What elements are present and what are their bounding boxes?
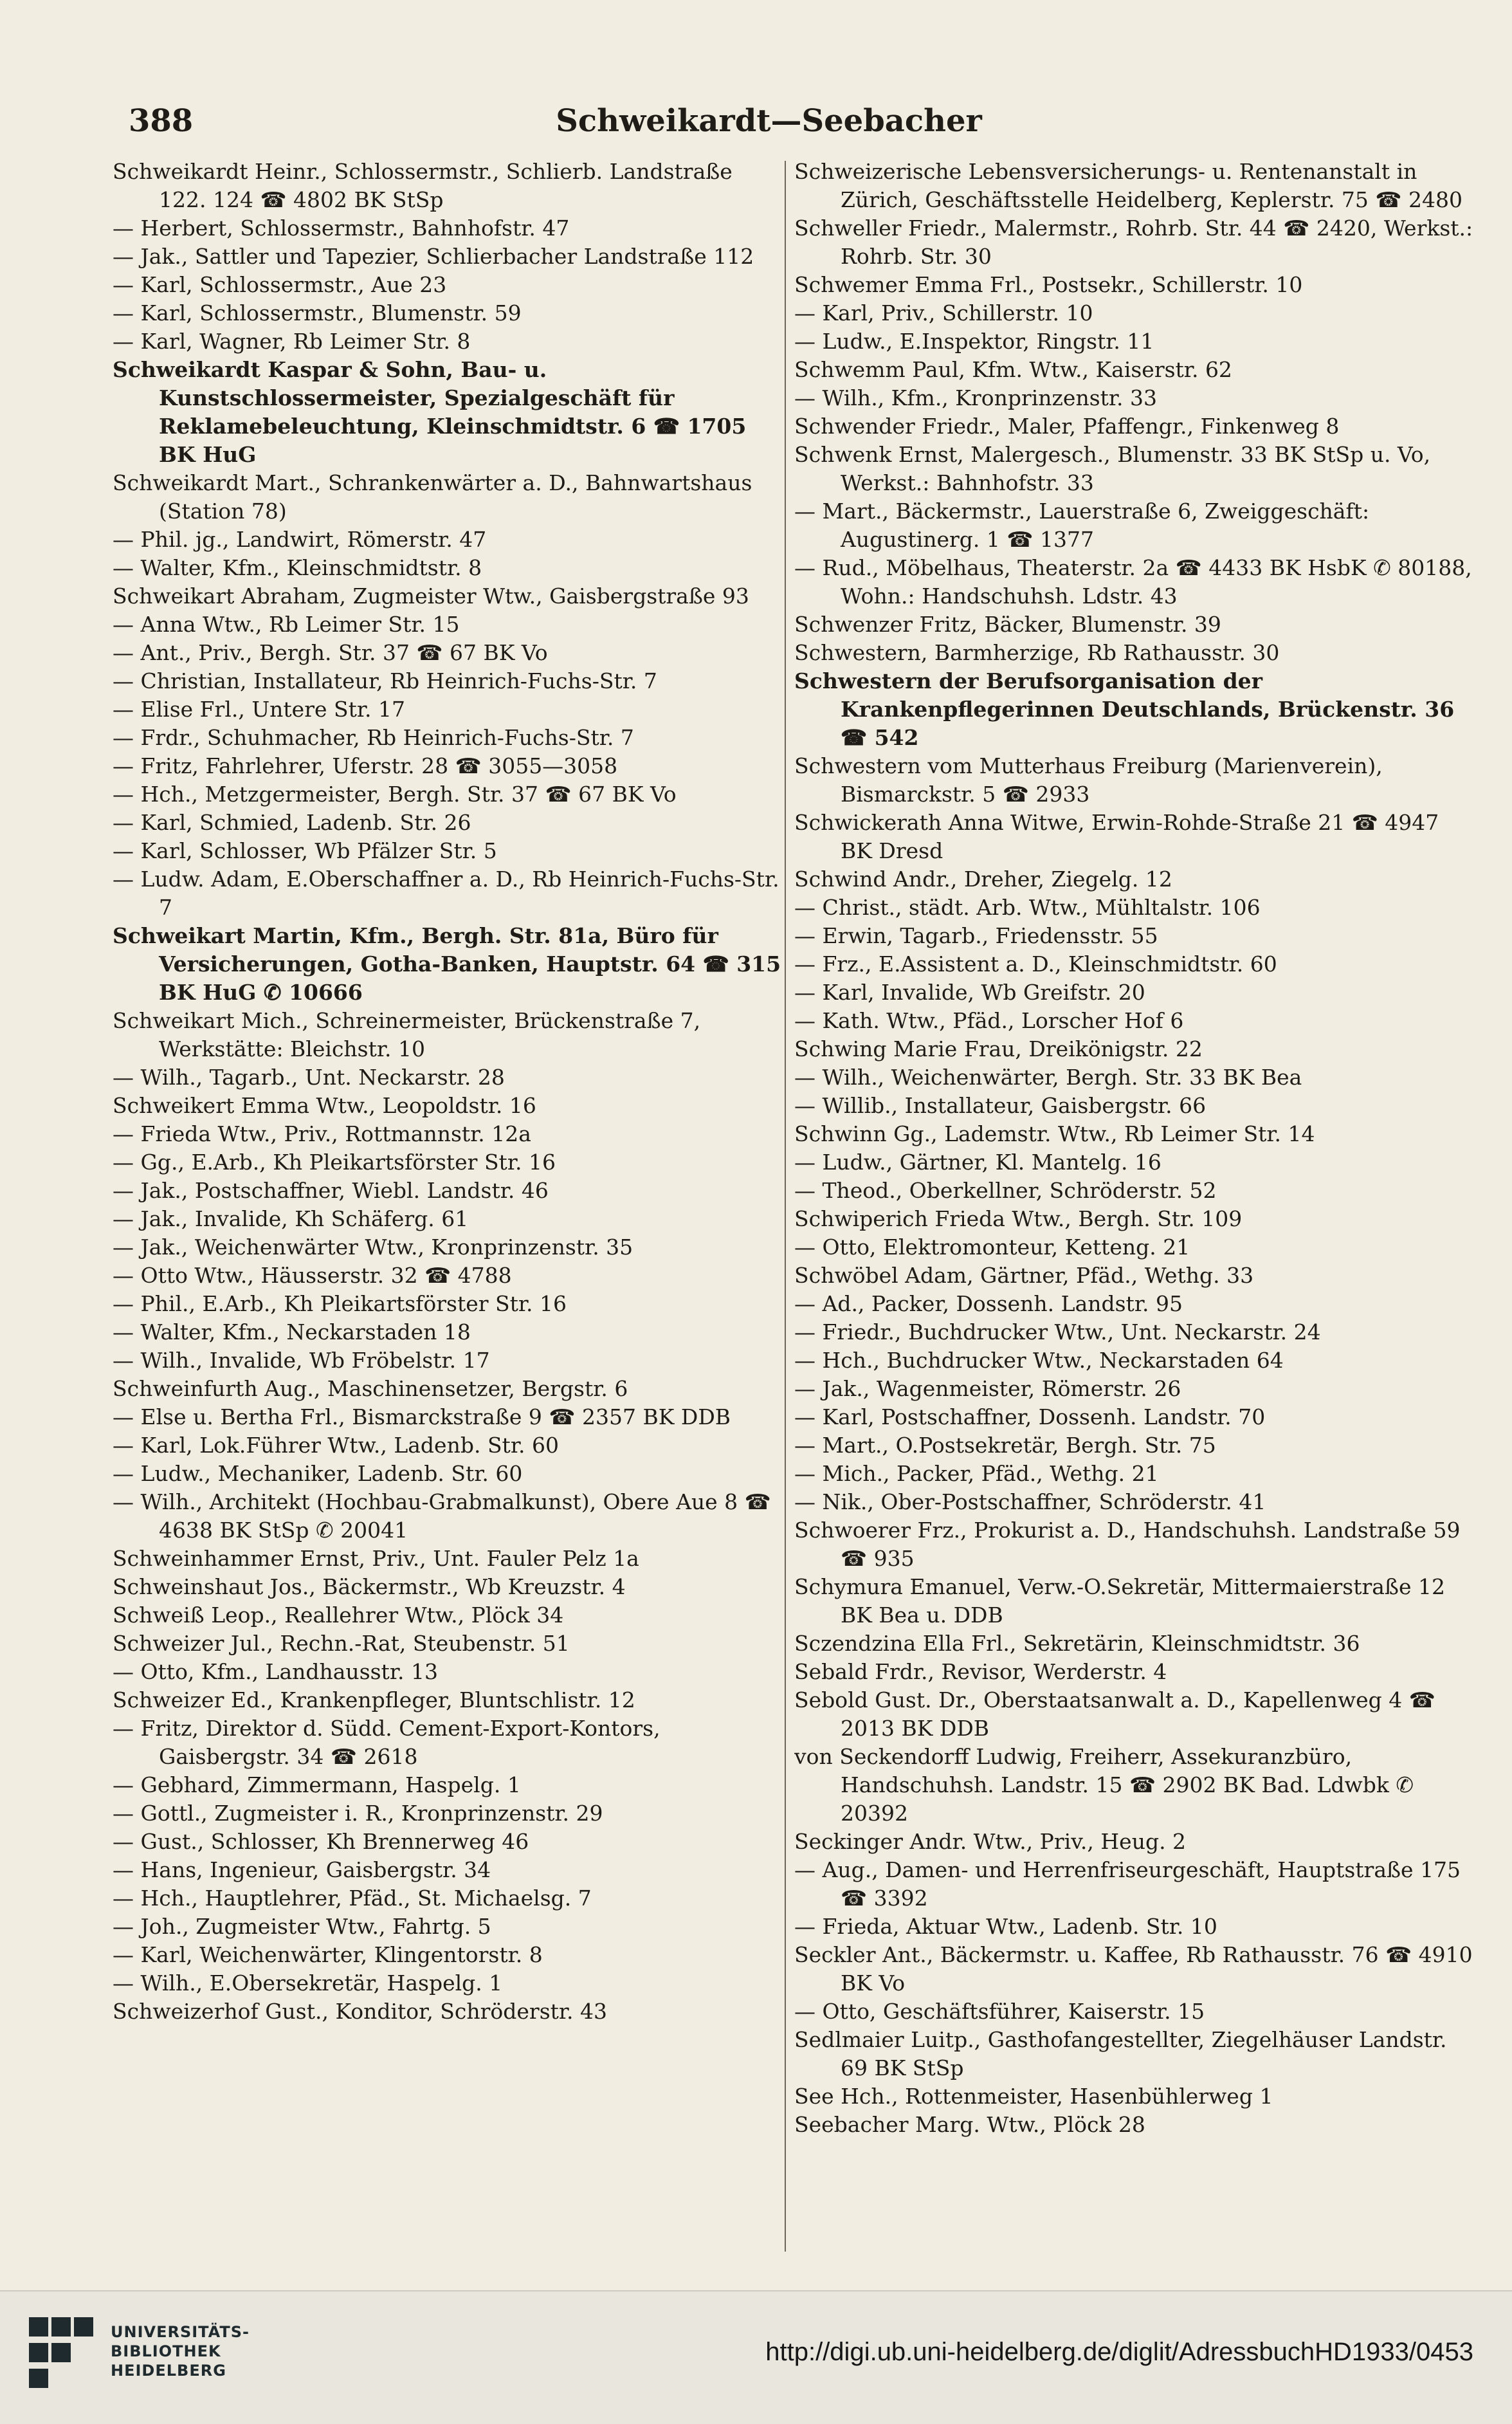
directory-entry: — Otto, Geschäftsführer, Kaiserstr. 15 (794, 1999, 1205, 2024)
directory-entry: von Seckendorff Ludwig, Freiherr, Assekuranzbüro, Handschuhsh. Landstr. 15 ☎ 2902 BK Bad. Ldwbk ✆ 20392 (794, 1744, 1414, 1826)
directory-entry: Schweikart Mich., Schreinermeister, Brückenstraße 7, Werkstätte: Bleichstr. 10 (113, 1008, 701, 1061)
directory-entry: — Kath. Wtw., Pfäd., Lorscher Hof 6 (794, 1008, 1184, 1033)
directory-entry: — Hch., Metzgermeister, Bergh. Str. 37 ☎ 67 BK Vo (113, 782, 677, 807)
directory-entry: — Ludw. Adam, E.Oberschaffner a. D., Rb Heinrich-Fuchs-Str. 7 (113, 867, 779, 920)
directory-entry: — Jak., Sattler und Tapezier, Schlierbacher Landstraße 112 (113, 244, 754, 269)
directory-entry: — Wilh., E.Obersekretär, Haspelg. 1 (113, 1970, 503, 1996)
directory-entry: — Mich., Packer, Pfäd., Wethg. 21 (794, 1461, 1159, 1486)
directory-entry: — Ludw., Gärtner, Kl. Mantelg. 16 (794, 1150, 1161, 1175)
directory-entry: Schweikardt Mart., Schrankenwärter a. D., Bahnwartshaus (Station 78) (113, 470, 752, 524)
directory-entry: Schwöbel Adam, Gärtner, Pfäd., Wethg. 33 (794, 1263, 1254, 1288)
directory-entry: Schweinfurth Aug., Maschinensetzer, Bergstr. 6 (113, 1376, 628, 1401)
directory-entry: — Ant., Priv., Bergh. Str. 37 ☎ 67 BK Vo (113, 640, 548, 665)
directory-entry: Schweiß Leop., Reallehrer Wtw., Plöck 34 (113, 1602, 564, 1628)
directory-entry: — Otto, Elektromonteur, Ketteng. 21 (794, 1235, 1190, 1260)
directory-entry: — Gg., E.Arb., Kh Pleikartsförster Str. 16 (113, 1150, 556, 1175)
directory-entry: — Theod., Oberkellner, Schröderstr. 52 (794, 1178, 1217, 1203)
column-divider (785, 161, 786, 2252)
directory-entry: — Frdr., Schuhmacher, Rb Heinrich-Fuchs-Str. 7 (113, 725, 634, 750)
source-url-link[interactable]: http://digi.ub.uni-heidelberg.de/diglit/AdressbuchHD1933/0453 (765, 2338, 1473, 2366)
directory-entry: Schweller Friedr., Malermstr., Rohrb. Str. 44 ☎ 2420, Werkst.: Rohrb. Str. 30 (794, 216, 1473, 269)
directory-entry: — Ad., Packer, Dossenh. Landstr. 95 (794, 1291, 1183, 1316)
directory-entry: — Joh., Zugmeister Wtw., Fahrtg. 5 (113, 1914, 491, 1939)
directory-entry: — Jak., Wagenmeister, Römerstr. 26 (794, 1376, 1181, 1401)
directory-entry: — Friedr., Buchdrucker Wtw., Unt. Neckarstr. 24 (794, 1319, 1321, 1345)
directory-entry: — Karl, Schlosser, Wb Pfälzer Str. 5 (113, 838, 497, 863)
directory-entry: — Christ., städt. Arb. Wtw., Mühltalstr. 106 (794, 895, 1261, 920)
directory-entry: — Karl, Lok.Führer Wtw., Ladenb. Str. 60 (113, 1433, 559, 1458)
directory-entry: — Karl, Weichenwärter, Klingentorstr. 8 (113, 1942, 543, 1967)
directory-entry: Schweizer Jul., Rechn.-Rat, Steubenstr. 51 (113, 1631, 570, 1656)
directory-entry: — Gottl., Zugmeister i. R., Kronprinzenstr. 29 (113, 1801, 603, 1826)
directory-entry: — Ludw., Mechaniker, Ladenb. Str. 60 (113, 1461, 523, 1486)
directory-entry: Seckler Ant., Bäckermstr. u. Kaffee, Rb Rathausstr. 76 ☎ 4910 BK Vo (794, 1942, 1473, 1996)
directory-entry: Schwinn Gg., Lademstr. Wtw., Rb Leimer Str. 14 (794, 1121, 1315, 1146)
directory-entry: — Frieda Wtw., Priv., Rottmannstr. 12a (113, 1121, 531, 1146)
directory-entry: — Gust., Schlosser, Kh Brennerweg 46 (113, 1829, 529, 1854)
directory-entry: — Phil., E.Arb., Kh Pleikartsförster Str. 16 (113, 1291, 567, 1316)
directory-entry: — Herbert, Schlossermstr., Bahnhofstr. 47 (113, 216, 570, 241)
left-column (113, 158, 785, 2255)
directory-entry: Schwoerer Frz., Prokurist a. D., Handschuhsh. Landstraße 59 ☎ 935 (794, 1518, 1461, 1571)
directory-entry: — Jak., Invalide, Kh Schäferg. 61 (113, 1206, 469, 1231)
directory-entry: — Erwin, Tagarb., Friedensstr. 55 (794, 923, 1158, 948)
directory-entry: Schwenzer Fritz, Bäcker, Blumenstr. 39 (794, 612, 1221, 637)
directory-entry: — Ludw., E.Inspektor, Ringstr. 11 (794, 329, 1154, 354)
library-name-line: HEIDELBERG (111, 2362, 226, 2380)
directory-entry: Schwenk Ernst, Malergesch., Blumenstr. 33 BK StSp u. Vo, Werkst.: Bahnhofstr. 33 (794, 442, 1431, 495)
directory-entry: Sedlmaier Luitp., Gasthofangestellter, Ziegelhäuser Landstr. 69 BK StSp (794, 2027, 1447, 2080)
directory-entry: — Karl, Invalide, Wb Greifstr. 20 (794, 980, 1145, 1005)
directory-entry: — Wilh., Kfm., Kronprinzenstr. 33 (794, 385, 1158, 410)
directory-entry: Schwestern, Barmherzige, Rb Rathausstr. 30 (794, 640, 1280, 665)
directory-entry: Schweizerische Lebensversicherungs- u. Rentenanstalt in Zürich, Geschäftsstelle Heidelberg, Keplerstr. 75 ☎ 2480 (794, 159, 1462, 212)
running-title: Schweikardt—Seebacher (556, 103, 982, 139)
directory-entry: Seebacher Marg. Wtw., Plöck 28 (794, 2112, 1145, 2137)
directory-entry: Schwiperich Frieda Wtw., Bergh. Str. 109 (794, 1206, 1243, 1231)
directory-entry: — Gebhard, Zimmermann, Haspelg. 1 (113, 1772, 521, 1797)
directory-entry: Schweikart Martin, Kfm., Bergh. Str. 81a, Büro für Versicherungen, Gotha-Banken, Hauptstr. 64 ☎ 315 BK HuG ✆ 10666 (113, 923, 781, 1005)
directory-entry: Schweikardt Heinr., Schlossermstr., Schlierb. Landstraße 122. 124 ☎ 4802 BK StSp (113, 159, 733, 212)
directory-entry: — Jak., Postschaffner, Wiebl. Landstr. 46 (113, 1178, 549, 1203)
directory-entry: — Frz., E.Assistent a. D., Kleinschmidtstr. 60 (794, 951, 1277, 977)
directory-entry: Schweikert Emma Wtw., Leopoldstr. 16 (113, 1093, 536, 1118)
directory-entry: — Karl, Priv., Schillerstr. 10 (794, 300, 1093, 326)
directory-entry: — Wilh., Architekt (Hochbau-Grabmalkunst), Obere Aue 8 ☎ 4638 BK StSp ✆ 20041 (113, 1489, 771, 1543)
directory-entry: — Otto Wtw., Häusserstr. 32 ☎ 4788 (113, 1263, 512, 1288)
directory-entry: — Hch., Hauptlehrer, Pfäd., St. Michaelsg. 7 (113, 1886, 592, 1911)
digitization-footer (0, 2290, 1512, 2424)
directory-entry: Schymura Emanuel, Verw.-O.Sekretär, Mittermaierstraße 12 BK Bea u. DDB (794, 1574, 1445, 1628)
directory-entry: — Mart., Bäckermstr., Lauerstraße 6, Zweiggeschäft: Augustinerg. 1 ☎ 1377 (794, 499, 1370, 552)
right-column (794, 158, 1476, 2255)
directory-entry: Schweinhammer Ernst, Priv., Unt. Fauler Pelz 1a (113, 1546, 639, 1571)
library-name-line: BIBLIOTHEK (111, 2342, 221, 2360)
directory-entry: Schwickerath Anna Witwe, Erwin-Rohde-Straße 21 ☎ 4947 BK Dresd (794, 810, 1439, 863)
directory-entry: Schwing Marie Frau, Dreikönigstr. 22 (794, 1036, 1203, 1061)
directory-entry: — Elise Frl., Untere Str. 17 (113, 697, 405, 722)
library-name (111, 2322, 250, 2380)
directory-entry: — Frieda, Aktuar Wtw., Ladenb. Str. 10 (794, 1914, 1217, 1939)
directory-entry: — Wilh., Invalide, Wb Fröbelstr. 17 (113, 1348, 490, 1373)
directory-entry: — Nik., Ober-Postschaffner, Schröderstr. 41 (794, 1489, 1266, 1514)
directory-entry: — Hch., Buchdrucker Wtw., Neckarstaden 64 (794, 1348, 1284, 1373)
directory-entry: — Wilh., Weichenwärter, Bergh. Str. 33 BK Bea (794, 1065, 1302, 1090)
directory-entry: — Otto, Kfm., Landhausstr. 13 (113, 1659, 438, 1684)
directory-entry: — Jak., Weichenwärter Wtw., Kronprinzenstr. 35 (113, 1235, 633, 1260)
directory-entry: — Karl, Postschaffner, Dossenh. Landstr. 70 (794, 1404, 1266, 1429)
directory-entry: — Hans, Ingenieur, Gaisbergstr. 34 (113, 1857, 491, 1882)
directory-entry: Schwemm Paul, Kfm. Wtw., Kaiserstr. 62 (794, 357, 1232, 382)
page-header (129, 96, 1409, 148)
directory-entry: Schweikardt Kaspar & Sohn, Bau- u. Kunstschlossermeister, Spezialgeschäft für Reklamebeleuchtung, Kleinschmidtstr. 6 ☎ 1705 BK HuG (113, 357, 747, 467)
directory-entry: — Karl, Schlossermstr., Aue 23 (113, 272, 447, 297)
page-number: 388 (129, 103, 194, 139)
library-logo-icon (26, 2314, 96, 2391)
directory-entry: Schwender Friedr., Maler, Pfaffengr., Finkenweg 8 (794, 414, 1340, 439)
directory-entry: — Karl, Schlossermstr., Blumenstr. 59 (113, 300, 522, 326)
library-name-line: UNIVERSITÄTS- (111, 2323, 250, 2341)
directory-entry: Sebold Gust. Dr., Oberstaatsanwalt a. D., Kapellenweg 4 ☎ 2013 BK DDB (794, 1687, 1435, 1741)
directory-entry: — Wilh., Tagarb., Unt. Neckarstr. 28 (113, 1065, 505, 1090)
directory-entry: — Anna Wtw., Rb Leimer Str. 15 (113, 612, 460, 637)
directory-entry: Schwestern vom Mutterhaus Freiburg (Marienverein), Bismarckstr. 5 ☎ 2933 (794, 753, 1383, 807)
directory-entry: — Willib., Installateur, Gaisbergstr. 66 (794, 1093, 1207, 1118)
directory-entry: Schweinshaut Jos., Bäckermstr., Wb Kreuzstr. 4 (113, 1574, 626, 1599)
directory-entry: — Karl, Schmied, Ladenb. Str. 26 (113, 810, 471, 835)
directory-entry: — Phil. jg., Landwirt, Römerstr. 47 (113, 527, 487, 552)
directory-entry: — Fritz, Fahrlehrer, Uferstr. 28 ☎ 3055—3058 (113, 753, 618, 778)
directory-entry: Schwestern der Berufsorganisation der Krankenpflegerinnen Deutschlands, Brückenstr. 36 ☎ 542 (794, 668, 1455, 750)
directory-entry: Sczendzina Ella Frl., Sekretärin, Kleinschmidtstr. 36 (794, 1631, 1360, 1656)
directory-entry: — Walter, Kfm., Kleinschmidtstr. 8 (113, 555, 482, 580)
directory-entry: Sebald Frdr., Revisor, Werderstr. 4 (794, 1659, 1167, 1684)
directory-entry: — Aug., Damen- und Herrenfriseurgeschäft, Hauptstraße 175 ☎ 3392 (794, 1857, 1461, 1911)
directory-entry: — Fritz, Direktor d. Südd. Cement-Export-Kontors, Gaisbergstr. 34 ☎ 2618 (113, 1716, 660, 1769)
directory-entry: Seckinger Andr. Wtw., Priv., Heug. 2 (794, 1829, 1187, 1854)
directory-entry: — Mart., O.Postsekretär, Bergh. Str. 75 (794, 1433, 1216, 1458)
directory-entry: — Christian, Installateur, Rb Heinrich-Fuchs-Str. 7 (113, 668, 657, 693)
directory-entry: Schweizerhof Gust., Konditor, Schröderstr. 43 (113, 1999, 608, 2024)
directory-entry: — Else u. Bertha Frl., Bismarckstraße 9 ☎ 2357 BK DDB (113, 1404, 731, 1429)
directory-entry: — Karl, Wagner, Rb Leimer Str. 8 (113, 329, 471, 354)
directory-entry: Schweizer Ed., Krankenpfleger, Bluntschlistr. 12 (113, 1687, 635, 1712)
directory-entry: — Rud., Möbelhaus, Theaterstr. 2a ☎ 4433 BK HsbK ✆ 80188, Wohn.: Handschuhsh. Ldstr. 43 (794, 555, 1472, 609)
directory-entry: See Hch., Rottenmeister, Hasenbühlerweg 1 (794, 2084, 1273, 2109)
directory-entry: Schweikart Abraham, Zugmeister Wtw., Gaisbergstraße 93 (113, 583, 749, 609)
directory-entry: — Walter, Kfm., Neckarstaden 18 (113, 1319, 471, 1345)
directory-entry: Schwind Andr., Dreher, Ziegelg. 12 (794, 867, 1172, 892)
directory-entry: Schwemer Emma Frl., Postsekr., Schillerstr. 10 (794, 272, 1303, 297)
